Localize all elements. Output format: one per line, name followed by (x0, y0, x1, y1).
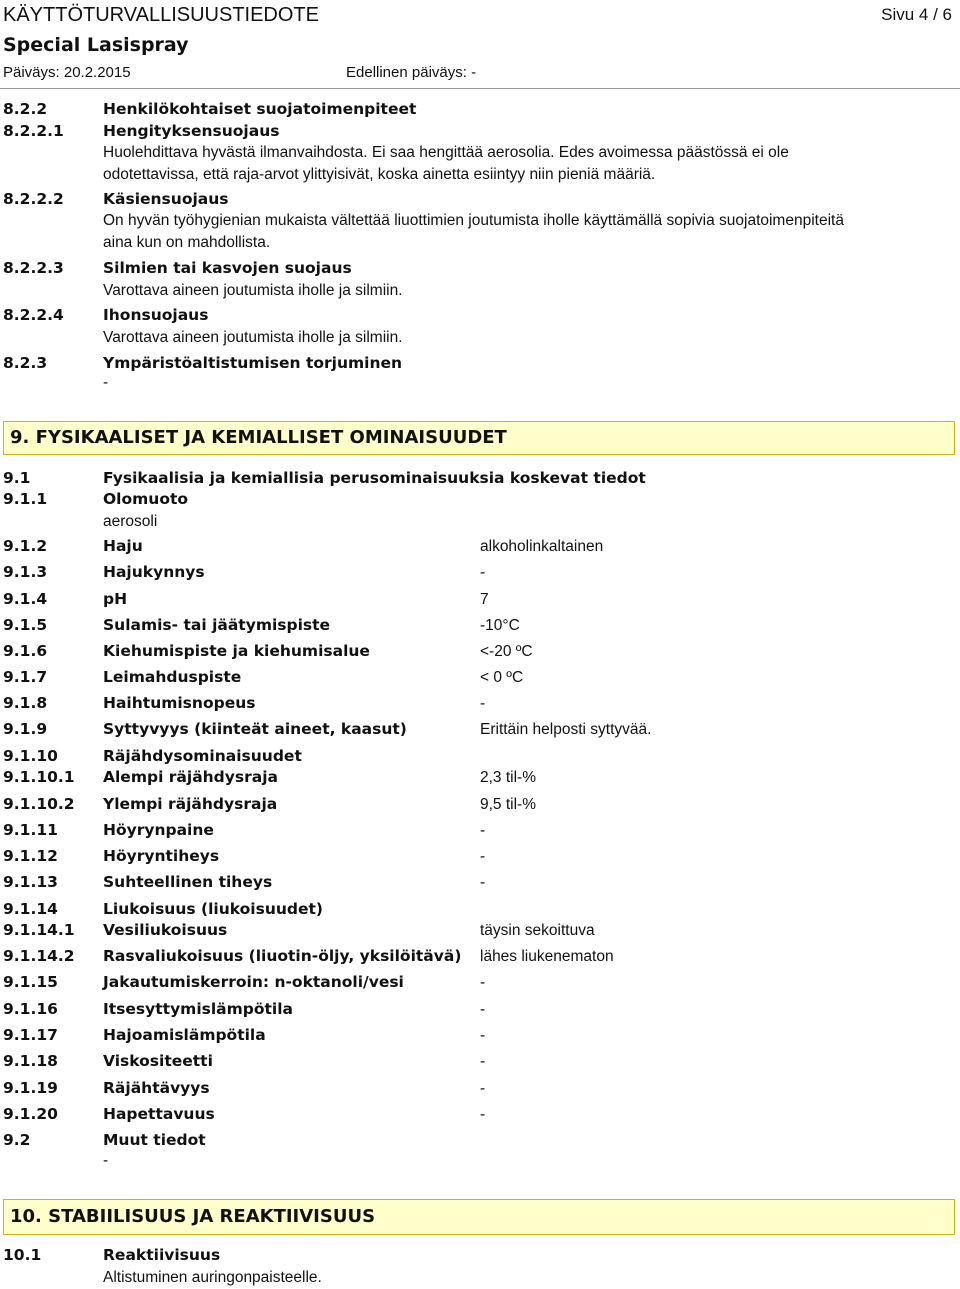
property-label: Hajoamislämpötila (103, 1026, 266, 1044)
property-number: 9.1.15 (3, 973, 58, 991)
property-value: 9,5 til-% (480, 796, 536, 813)
property-label: Alempi räjähdysraja (103, 768, 278, 786)
section-heading: Silmien tai kasvojen suojaus (103, 259, 352, 277)
section-number: 8.2.2.2 (3, 190, 64, 208)
property-number: 9.1.6 (3, 642, 48, 660)
document-title: KÄYTTÖTURVALLISUUSTIEDOTE (3, 4, 319, 26)
page-indicator: Sivu 4 / 6 (881, 5, 952, 24)
header-divider (0, 88, 960, 89)
property-value: -10°C (480, 617, 520, 634)
section-heading: Olomuoto (103, 490, 189, 508)
property-number: 9.1.4 (3, 590, 48, 608)
section-heading: Käsiensuojaus (103, 190, 229, 208)
section-text: odotettavissa, että raja-arvot ylittyisivät, koska ainetta esiintyy niin pieniä määriä. (103, 166, 656, 183)
property-label: Viskositeetti (103, 1052, 213, 1070)
property-value: <-20 ºC (480, 643, 533, 660)
property-number: 9.1.17 (3, 1026, 58, 1044)
property-value: - (480, 1027, 486, 1044)
property-number: 9.1.13 (3, 873, 58, 891)
property-value: - (480, 1053, 486, 1070)
section-text: Varottava aineen joutumista iholle ja silmiin. (103, 329, 403, 346)
section-number: 9.1.14 (3, 900, 58, 918)
property-value: - (480, 1106, 486, 1123)
section-heading: Räjähdysominaisuudet (103, 747, 302, 765)
property-value: < 0 ºC (480, 669, 524, 686)
section-number: 8.2.2.1 (3, 122, 64, 140)
section-number: 9.1 (3, 469, 31, 487)
property-value: Erittäin helposti syttyvää. (480, 721, 652, 738)
property-value: - (480, 822, 486, 839)
property-number: 9.1.14.2 (3, 947, 75, 965)
property-number: 9.1.16 (3, 1000, 58, 1018)
property-label: Vesiliukoisuus (103, 921, 228, 939)
section-text: On hyvän työhygienian mukaista vältettää liuottimien joutumista iholle käyttämällä sopivia suojatoimenpiteitä (103, 212, 844, 229)
property-label: Räjähtävyys (103, 1079, 210, 1097)
section-heading: Muut tiedot (103, 1131, 206, 1149)
property-number: 9.1.11 (3, 821, 58, 839)
property-value: - (480, 1001, 486, 1018)
property-number: 9.1.20 (3, 1105, 58, 1123)
property-label: Syttyvyys (kiinteät aineet, kaasut) (103, 720, 407, 738)
property-label: Hajukynnys (103, 563, 205, 581)
property-label: Ylempi räjähdysraja (103, 795, 278, 813)
property-value: täysin sekoittuva (480, 922, 595, 939)
property-number: 9.1.5 (3, 616, 48, 634)
product-name: Special Lasispray (3, 34, 189, 56)
property-value: - (480, 848, 486, 865)
section-number: 8.2.2.3 (3, 259, 64, 277)
property-value: - (480, 1080, 486, 1097)
property-label: Höyrynpaine (103, 821, 214, 839)
property-label: Suhteellinen tiheys (103, 873, 273, 891)
property-label: Sulamis- tai jäätymispiste (103, 616, 331, 634)
property-value: - (480, 874, 486, 891)
property-number: 9.1.8 (3, 694, 48, 712)
section-9-heading (3, 421, 955, 455)
property-number: 9.1.7 (3, 668, 48, 686)
section-heading: Liukoisuus (liukoisuudet) (103, 900, 323, 918)
section-heading: Ihonsuojaus (103, 306, 209, 324)
property-value: 7 (480, 591, 489, 608)
issue-date: Päiväys: 20.2.2015 (3, 64, 131, 81)
property-value: - (480, 564, 486, 581)
property-number: 9.1.10.1 (3, 768, 75, 786)
section-text: Huolehdittava hyvästä ilmanvaihdosta. Ei saa hengittää aerosolia. Edes avoimessa päästössä ei ole (103, 144, 789, 161)
section-text: aerosoli (103, 513, 158, 530)
property-label: Rasvaliukoisuus (liuotin-öljy, yksilöitävä) (103, 947, 462, 965)
section-text: Varottava aineen joutumista iholle ja silmiin. (103, 282, 403, 299)
property-number: 9.1.9 (3, 720, 48, 738)
section-number: 9.1.10 (3, 747, 58, 765)
property-label: Itsesyttymislämpötila (103, 1000, 294, 1018)
section-10-heading (3, 1199, 955, 1235)
property-value: alkoholinkaltainen (480, 538, 604, 555)
section-number: 8.2.3 (3, 354, 48, 372)
property-label: Hapettavuus (103, 1105, 215, 1123)
section-heading: Ympäristöaltistumisen torjuminen (103, 354, 403, 372)
section-number: 10.1 (3, 1246, 42, 1264)
property-label: Jakautumiskerroin: n-oktanoli/vesi (103, 973, 404, 991)
section-10-title: 10. STABIILISUUS JA REAKTIIVISUUS (10, 1206, 376, 1227)
property-label: Haihtumisnopeus (103, 694, 256, 712)
property-label: Haju (103, 537, 143, 555)
property-number: 9.1.10.2 (3, 795, 75, 813)
section-text: - (103, 1152, 109, 1169)
property-value: - (480, 974, 486, 991)
property-number: 9.1.14.1 (3, 921, 75, 939)
property-value: - (480, 695, 486, 712)
property-label: Kiehumispiste ja kiehumisalue (103, 642, 370, 660)
section-number: 8.2.2 (3, 100, 48, 118)
property-value: 2,3 til-% (480, 769, 536, 786)
section-heading: Hengityksensuojaus (103, 122, 280, 140)
section-9-title: 9. FYSIKAALISET JA KEMIALLISET OMINAISUUDET (10, 427, 507, 448)
property-number: 9.1.12 (3, 847, 58, 865)
section-number: 9.1.1 (3, 490, 48, 508)
section-number: 9.2 (3, 1131, 31, 1149)
property-value: lähes liukenematon (480, 948, 614, 965)
property-number: 9.1.2 (3, 537, 48, 555)
property-number: 9.1.19 (3, 1079, 58, 1097)
section-text: aina kun on mahdollista. (103, 234, 271, 251)
property-label: pH (103, 590, 128, 608)
section-text: - (103, 374, 109, 391)
previous-date: Edellinen päiväys: - (346, 64, 477, 81)
section-heading: Reaktiivisuus (103, 1246, 221, 1264)
property-number: 9.1.18 (3, 1052, 58, 1070)
section-heading: Henkilökohtaiset suojatoimenpiteet (103, 100, 417, 118)
property-number: 9.1.3 (3, 563, 48, 581)
section-number: 8.2.2.4 (3, 306, 64, 324)
section-text: Altistuminen auringonpaisteelle. (103, 1269, 322, 1286)
section-heading: Fysikaalisia ja kemiallisia perusominaisuuksia koskevat tiedot (103, 469, 646, 487)
property-label: Leimahduspiste (103, 668, 242, 686)
property-label: Höyryntiheys (103, 847, 220, 865)
